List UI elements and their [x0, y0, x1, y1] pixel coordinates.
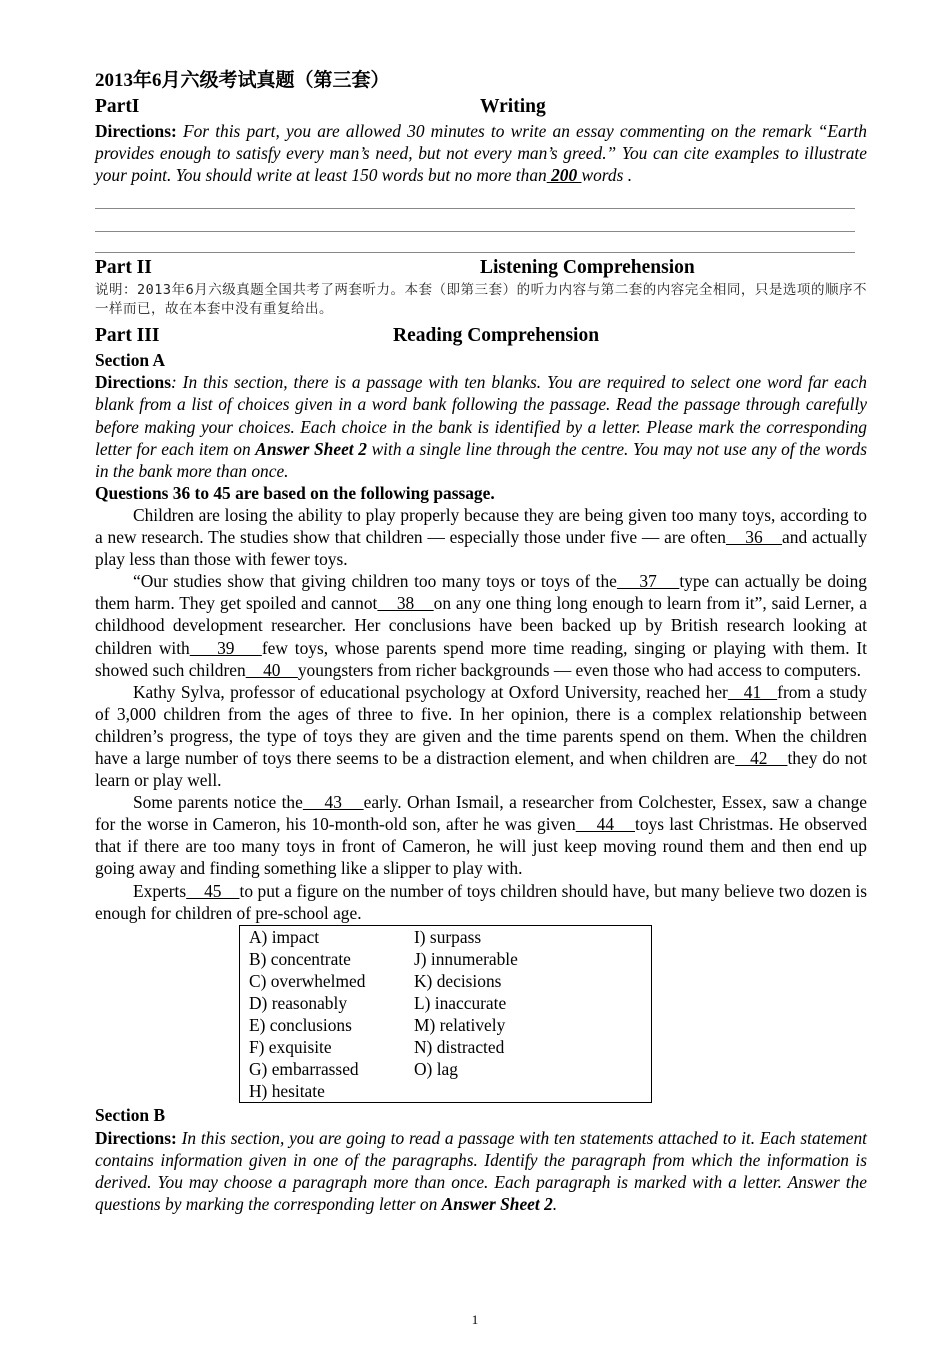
directions-text: In this section, you are going to read a passage with ten statements attached to it. Each statement contains information given in one of the paragraphs. Identify the paragraph from which the information is derived. You may choose a paragraph more than once. Each paragraph is marked with a letter. Answer the questions by marking the corresponding letter on: [95, 1127, 867, 1214]
word-option: A) impact: [249, 926, 320, 947]
part-label: Part II: [95, 257, 152, 279]
word-limit: 200: [546, 165, 582, 186]
directions-label: Directions: [95, 372, 171, 393]
document-content: [95, 68, 867, 1215]
word-option: N) distracted: [414, 1037, 505, 1058]
text: few toys, whose parents spend more time reading, singing or playing with them. It showed such children: [95, 637, 868, 680]
blank-36: 36: [725, 527, 783, 548]
word-option: E) conclusions: [249, 1015, 352, 1036]
word-bank-row: [249, 1080, 651, 1102]
text: from a study of 3,000 children from the ages of three to five. In her opinion, there is a complex relationship between children’s progress, the type of toys they are given and the time parents spend on them. When the children have a large number of toys there seems to be a distraction element, and when children are: [95, 681, 867, 768]
text: toys last Christmas. He observed that if there are too many toys in front of Cameron, he will just keep moving round them and then end up going away and finding something like a slipper to play with.: [95, 814, 868, 879]
answer-sheet-ref: Answer Sheet 2: [441, 1193, 553, 1214]
word-bank-row: [249, 1014, 651, 1036]
word-option: G) embarrassed: [249, 1059, 359, 1080]
part1-heading: [95, 94, 867, 120]
blank-42: 42: [735, 747, 788, 768]
part-name: Listening Comprehension: [480, 257, 695, 279]
writing-line: [95, 209, 855, 232]
word-bank-row: [249, 926, 651, 948]
directions-text-end: words .: [581, 165, 633, 186]
blank-45: 45: [186, 880, 240, 901]
word-option: C) overwhelmed: [249, 970, 366, 991]
page-number: 1: [471, 1312, 479, 1327]
text: to put a figure on the number of toys children should have, but many believe two dozen is enough for children of pre-school age.: [95, 880, 868, 923]
blank-41: 41: [727, 681, 778, 702]
blank-40: 40: [245, 659, 298, 680]
word-option: B) concentrate: [249, 948, 351, 969]
word-option: I) surpass: [414, 926, 482, 947]
word-option: J) innumerable: [414, 948, 518, 969]
word-option: H) hesitate: [249, 1081, 325, 1102]
word-bank-row: [249, 970, 651, 992]
blank-38: 38: [377, 593, 434, 614]
text: Some parents notice the: [133, 792, 303, 813]
directions-text: : In this section, there is a passage with ten blanks. You are required to select one word far each blank from a list of choices given in a word bank following the passage. Read the passage through carefully before making your choices. Each choice in the bank is identified by a letter. Please mark the corresponding letter for each item on: [95, 372, 867, 459]
passage-paragraph: [95, 880, 867, 924]
word-bank-row: [249, 948, 651, 970]
blank-43: 43: [302, 792, 364, 813]
passage-paragraph: [95, 570, 867, 680]
directions-label: Directions:: [95, 121, 177, 141]
text: Kathy Sylva, professor of educational psychology at Oxford University, reached her: [133, 681, 728, 702]
part-name: Reading Comprehension: [393, 325, 600, 347]
part3-heading: [95, 323, 867, 349]
writing-line: [95, 186, 855, 209]
writing-line: [95, 232, 855, 253]
answer-sheet-ref: Answer Sheet 2: [255, 438, 367, 459]
listening-note: 说明：2013年6月六级真题全国共考了两套听力。本套（即第三套）的听力内容与第二套的内容完全相同，只是选项的顺序不一样而已，故在本套中没有重复给出。: [95, 282, 867, 318]
blank-39: 39: [189, 637, 262, 658]
word-bank-row: [249, 1036, 651, 1058]
directions-text: .: [552, 1193, 558, 1214]
directions-text: with a single line through the centre. You may not use any of the words in the bank more than once.: [95, 438, 867, 481]
directions-text: For this part, you are allowed 30 minutes to write an essay commenting on the remark “Earth provides enough to satisfy every man’s need, but not every man’s greed.” You can cite examples to illustrate your point. You should write at least 150 words but no more than: [95, 121, 867, 186]
part-label: Part III: [95, 325, 160, 347]
text: early. Orhan Ismail, a researcher from Colchester, Essex, saw a change for the worse in Cameron, his 10-month-old son, after he was given: [95, 792, 867, 835]
directions-label: Directions:: [95, 1127, 177, 1148]
text: youngsters from richer backgrounds — even those who had access to computers.: [297, 659, 861, 680]
word-bank-row: [249, 992, 651, 1014]
word-option: K) decisions: [414, 970, 502, 991]
word-option: D) reasonably: [249, 993, 348, 1013]
text: type can actually be doing them harm. They get spoiled and cannot: [95, 571, 867, 614]
word-option: M) relatively: [414, 1015, 506, 1036]
word-option: L) inaccurate: [414, 993, 507, 1013]
part-name: Writing: [480, 96, 546, 117]
section-b-directions: [95, 1127, 867, 1215]
document-title: 2013年6月六级考试真题（第三套）: [95, 70, 390, 91]
passage-paragraph: [95, 791, 867, 879]
word-option: F) exquisite: [249, 1037, 332, 1058]
passage-paragraph: [95, 504, 867, 570]
text: on any one thing long enough to learn from it”, said Lerner, a childhood development researcher. Her conclusions have been backed up by British research looking at children with: [95, 593, 868, 658]
text: “Our studies show that giving children too many toys or toys of the: [133, 571, 617, 592]
text: Experts: [133, 880, 187, 901]
passage-paragraph: [95, 681, 867, 791]
section-a-heading: Section A: [95, 350, 166, 371]
word-option: O) lag: [414, 1059, 458, 1080]
questions-intro: Questions 36 to 45 are based on the following passage.: [95, 482, 495, 503]
part-label: PartI: [95, 96, 140, 117]
part2-heading: [95, 255, 867, 281]
text: and actually play less than those with fewer toys.: [95, 527, 868, 570]
text: they do not learn or play well.: [95, 747, 868, 791]
section-a-directions: [95, 371, 867, 481]
part1-directions: [95, 120, 867, 186]
blank-37: 37: [616, 571, 680, 592]
text: Children are losing the ability to play properly because they are being given too many toys, according to a new research. The studies show that children — especially those under five — are often: [95, 504, 867, 548]
word-bank-row: [249, 1058, 651, 1080]
word-bank: [239, 925, 652, 1104]
section-b-heading: Section B: [95, 1105, 166, 1126]
blank-44: 44: [575, 814, 635, 835]
